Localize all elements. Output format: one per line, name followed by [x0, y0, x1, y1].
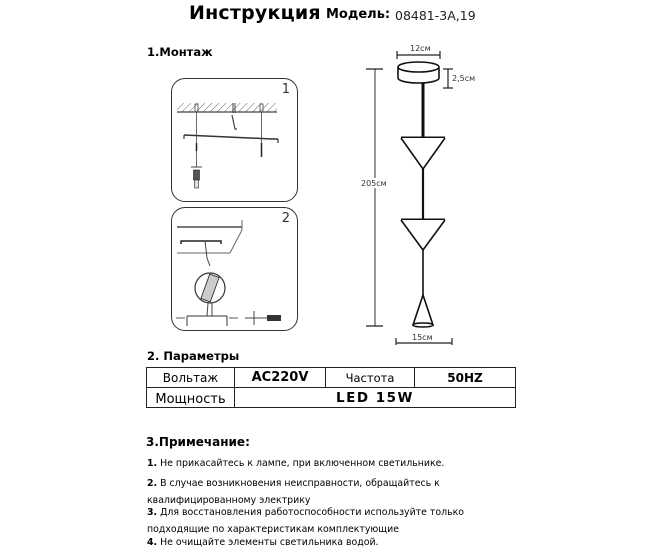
ceiling-mount-illustration [172, 79, 297, 201]
note-number: 4. [147, 537, 158, 548]
mounting-bracket [184, 135, 278, 139]
terminal-block-icon [201, 274, 219, 302]
notes-heading: 3.Примечание: [146, 435, 250, 449]
document-title: Инструкция [189, 2, 321, 24]
installation-step-2-panel [171, 207, 298, 331]
power-label: Мощность [147, 388, 235, 408]
voltage-value: AC220V [235, 368, 326, 388]
note-item [147, 504, 527, 538]
bottom-cone-shade [413, 295, 433, 325]
bracket-icon [181, 241, 221, 244]
note-text: Не очищайте элементы светильника водой. [157, 537, 379, 548]
installation-step-1-panel [171, 78, 298, 202]
table-row [147, 368, 516, 388]
total-height-label: 205см [361, 179, 387, 188]
lamp-dimension-drawing [355, 40, 515, 345]
wiring-illustration [172, 208, 297, 330]
frequency-label: Частота [326, 368, 415, 388]
note-text: Для восстановления работоспособности используйте только подходящие по характеристикам комплектующие [147, 507, 465, 535]
wire-icon [232, 115, 237, 129]
note-number: 1. [147, 458, 158, 469]
note-number: 2. [147, 478, 158, 489]
canopy-height-label: 2,5см [452, 74, 476, 83]
screwdriver-icon [194, 170, 200, 180]
canopy [398, 62, 439, 72]
note-text: В случае возникновения неисправности, обращайтесь к квалифицированному электрику [147, 478, 440, 506]
canopy-width-label: 12см [410, 44, 431, 53]
installation-heading: 1.Монтаж [147, 45, 213, 59]
shade-width-label: 15см [412, 333, 433, 342]
model-label: Модель: [326, 7, 391, 22]
voltage-label: Вольтаж [147, 368, 235, 388]
frequency-value: 50HZ [415, 368, 516, 388]
note-text: Не прикасайтесь к лампе, при включенном светильнике. [157, 458, 445, 469]
power-value: LED 15W [235, 388, 516, 408]
step-number: 1 [281, 82, 290, 97]
step-number: 2 [281, 211, 290, 226]
parameters-heading: 2. Параметры [147, 349, 240, 363]
note-number: 3. [147, 507, 158, 518]
note-item [147, 534, 527, 551]
table-row [147, 388, 516, 408]
note-item [147, 455, 527, 472]
model-value: 08481-3A,19 [395, 8, 476, 23]
middle-cone-shade [401, 220, 445, 250]
parameters-table [146, 367, 516, 408]
upper-cone-shade [401, 138, 445, 169]
